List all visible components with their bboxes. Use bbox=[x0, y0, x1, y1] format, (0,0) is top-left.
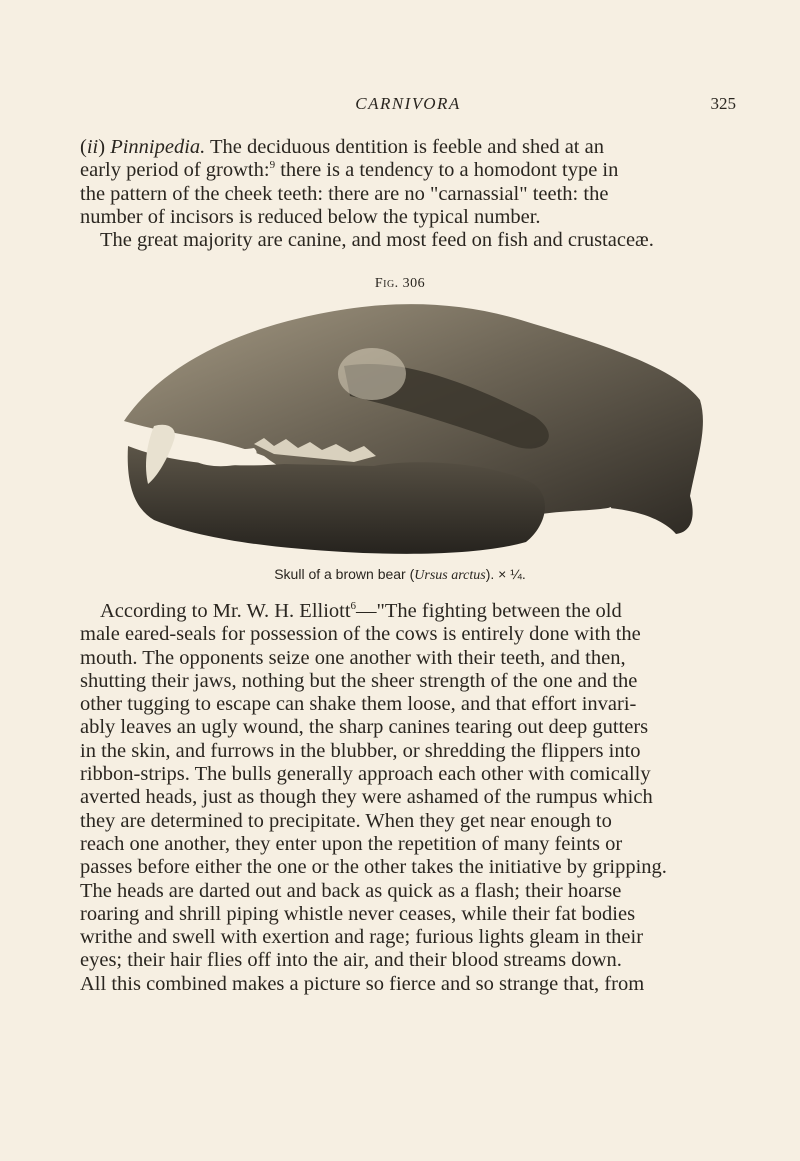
text-line: (ii) Pinnipedia. The deciduous dentition is feeble and shed at an bbox=[80, 136, 604, 158]
text-line: ribbon-strips. The bulls generally approach each other with comically bbox=[80, 763, 651, 786]
running-head: CARNIVORA bbox=[355, 94, 461, 113]
text-line: eyes; their hair flies off into the air, and their blood streams down. bbox=[80, 949, 622, 972]
text-line: averted heads, just as though they were ashamed of the rumpus which bbox=[80, 786, 653, 809]
section-heading: Pinnipedia. bbox=[110, 136, 206, 158]
text-line: early period of growth:$^9$ there is a tendency to a homodont type in bbox=[80, 159, 619, 182]
text-line: other tugging to escape can shake them loose, and that effort invari- bbox=[80, 693, 637, 716]
paragraph-elliott-quote bbox=[80, 600, 738, 996]
text-line: According to Mr. W. H. Elliott$^6$—"The fighting between the old bbox=[100, 600, 622, 622]
text-line: male eared-seals for possession of the cows is entirely done with the bbox=[80, 623, 641, 646]
figure-label: Fig. 306 bbox=[374, 276, 426, 291]
text-line: All this combined makes a picture so fierce and so strange that, from bbox=[80, 972, 645, 995]
text-line: roaring and shrill piping whistle never ceases, while their fat bodies bbox=[80, 902, 636, 925]
footnote-ref: 6 bbox=[350, 600, 357, 612]
text-line: shutting their jaws, nothing but the sheer strength of the one and the bbox=[80, 669, 638, 692]
figure-caption: Skull of a brown bear (Ursus arctus). × ¼. bbox=[274, 566, 526, 583]
text-line: ably leaves an ugly wound, the sharp canines tearing out deep gutters bbox=[80, 716, 649, 739]
paragraph-pinnipedia bbox=[80, 136, 738, 252]
text-line: writhe and swell with exertion and rage; furious lights gleam in their bbox=[80, 926, 644, 949]
text-line: reach one another, they enter upon the repetition of many feints or bbox=[80, 832, 623, 855]
text-line: in the skin, and furrows in the blubber, or shredding the flippers into bbox=[80, 739, 641, 762]
page-number: 325 bbox=[710, 94, 736, 113]
page-header bbox=[80, 94, 736, 118]
text-line: passes before either the one or the other takes the initiative by gripping. bbox=[80, 856, 667, 879]
species-name: Ursus arctus bbox=[414, 568, 486, 583]
text-line: The great majority are canine, and most feed on fish and crustaceæ. bbox=[100, 229, 654, 252]
footnote-ref: 9 bbox=[269, 159, 276, 172]
text-line: they are determined to precipitate. When they get near enough to bbox=[80, 809, 612, 832]
text-line: number of incisors is reduced below the typical number. bbox=[80, 205, 541, 228]
text-line: the pattern of the cheek teeth: there are no "carnassial" teeth: the bbox=[80, 182, 609, 205]
text-line: mouth. The opponents seize one another with their teeth, and then, bbox=[80, 646, 626, 669]
text-line: The heads are darted out and back as quick as a flash; their hoarse bbox=[80, 879, 622, 902]
bear-skull-photo bbox=[114, 296, 706, 558]
